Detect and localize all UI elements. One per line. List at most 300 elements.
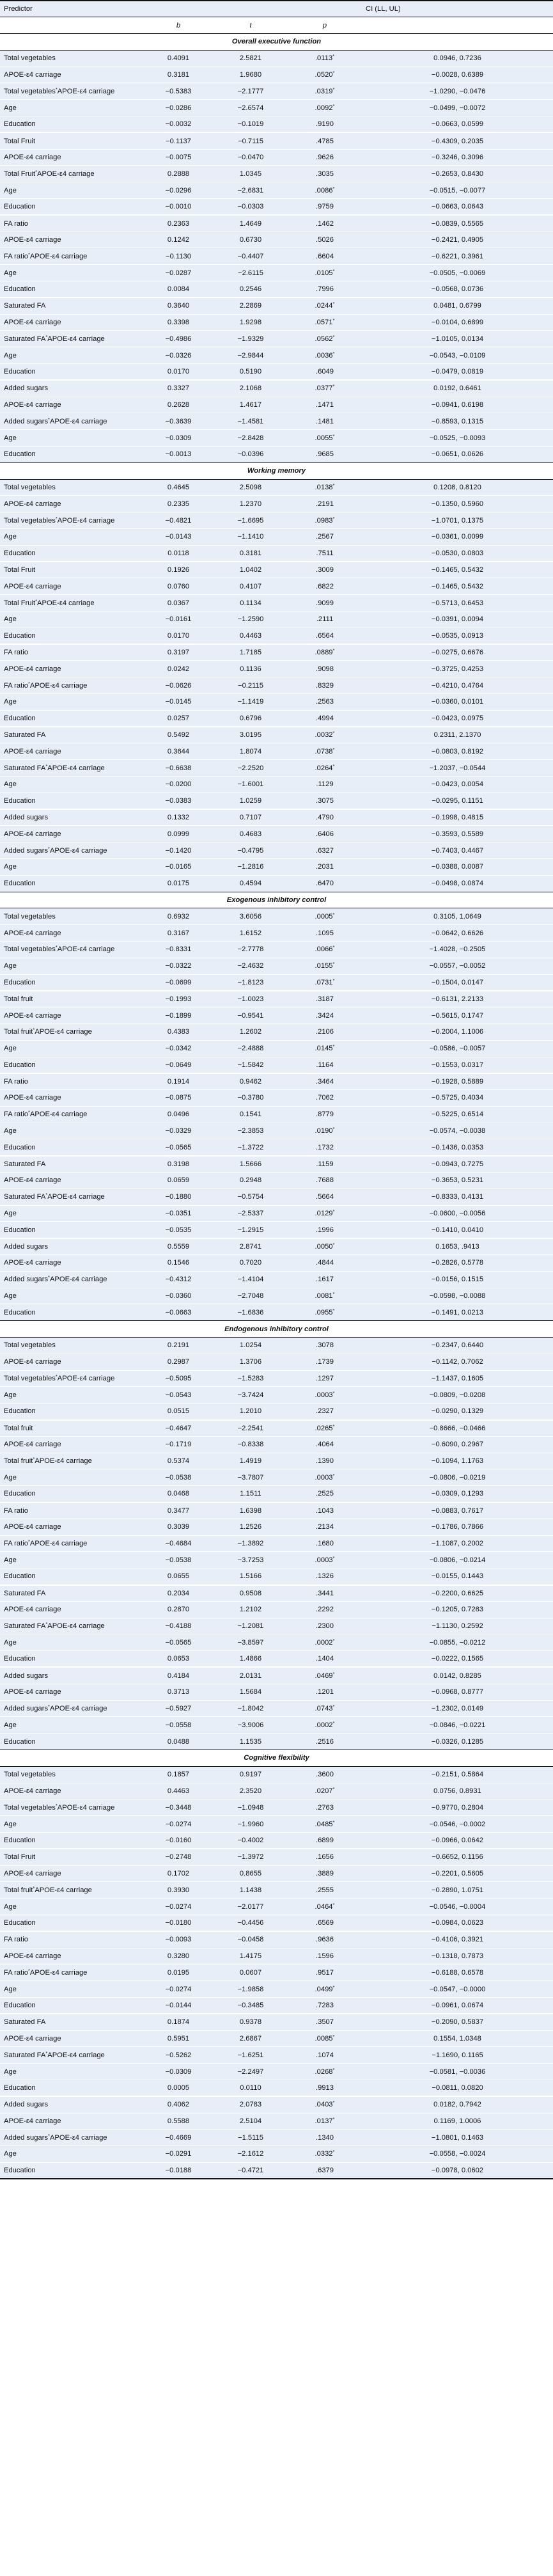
predictor-cell: APOE-ε4 carriage (0, 67, 143, 83)
table-row (0, 1700, 553, 1717)
table-row (0, 858, 553, 875)
p-cell: .4844 (288, 1255, 362, 1272)
table-row (0, 693, 553, 710)
table-row (0, 1766, 553, 1783)
predictor-cell: Saturated FA*APOE-ε4 carriage (0, 760, 143, 777)
ci-cell: −0.1318, 0.7873 (362, 1948, 553, 1964)
t-cell: −2.6115 (214, 265, 288, 281)
predictor-cell: Age (0, 1387, 143, 1403)
ci-cell: 0.1208, 0.8120 (362, 479, 553, 496)
ci-cell: 0.0192, 0.6461 (362, 380, 553, 397)
t-cell: −2.4632 (214, 958, 288, 974)
b-cell: 0.0488 (143, 1734, 214, 1750)
t-cell: 1.0402 (214, 562, 288, 578)
ci-cell: −0.0547, −0.0000 (362, 1981, 553, 1998)
b-cell: −0.0309 (143, 2064, 214, 2080)
t-cell: 0.6730 (214, 232, 288, 248)
section-title: Overall executive function (0, 34, 553, 51)
predictor-cell: Saturated FA*APOE-ε4 carriage (0, 1618, 143, 1634)
ci-cell: −0.0295, 0.1151 (362, 793, 553, 809)
b-cell: 0.4062 (143, 2096, 214, 2113)
t-cell: −1.6695 (214, 512, 288, 529)
predictor-cell: Added sugars*APOE-ε4 carriage (0, 1271, 143, 1288)
predictor-cell: APOE-ε4 carriage (0, 1948, 143, 1964)
ci-cell: −0.1350, 0.5960 (362, 496, 553, 512)
col-header-ci: CI (LL, UL) (362, 1, 553, 17)
section-title: Cognitive flexibility (0, 1750, 553, 1766)
p-cell: .1201 (288, 1684, 362, 1700)
col-header-b (143, 1, 214, 17)
ci-cell: −0.2890, 1.0751 (362, 1882, 553, 1899)
b-cell: 0.4184 (143, 1667, 214, 1684)
predictor-cell: Added sugars (0, 1238, 143, 1255)
ci-cell: −0.0525, −0.0093 (362, 430, 553, 446)
table-row (0, 1799, 553, 1816)
p-cell: .9190 (288, 116, 362, 133)
ci-cell: −0.0966, 0.0642 (362, 1832, 553, 1849)
predictor-cell: Education (0, 1651, 143, 1668)
b-cell: −0.0143 (143, 529, 214, 546)
t-cell: −2.0177 (214, 1899, 288, 1915)
section-header-row (0, 34, 553, 51)
p-cell: .0003* (288, 1387, 362, 1403)
b-cell: 0.3398 (143, 314, 214, 331)
t-cell: −1.3722 (214, 1139, 288, 1156)
t-cell: 0.9508 (214, 1585, 288, 1602)
ci-cell: −0.2826, 0.5778 (362, 1255, 553, 1272)
predictor-cell: APOE-ε4 carriage (0, 1601, 143, 1618)
predictor-cell: FA ratio*APOE-ε4 carriage (0, 248, 143, 265)
b-cell: −0.0538 (143, 1469, 214, 1486)
t-cell: 2.0783 (214, 2096, 288, 2113)
p-cell: .0743* (288, 1700, 362, 1717)
table-row (0, 1238, 553, 1255)
t-cell: 2.2869 (214, 297, 288, 314)
table-row (0, 1453, 553, 1469)
t-cell: 1.2370 (214, 496, 288, 512)
b-cell: 0.0999 (143, 826, 214, 842)
b-cell: 0.3198 (143, 1156, 214, 1173)
predictor-cell: Added sugars (0, 1667, 143, 1684)
table-row (0, 1717, 553, 1734)
p-cell: .1481 (288, 413, 362, 430)
table-row (0, 1519, 553, 1535)
subheader-b: b (143, 17, 214, 34)
ci-cell: −0.2347, 0.6440 (362, 1338, 553, 1354)
table-row (0, 1816, 553, 1833)
ci-cell: −0.0557, −0.0052 (362, 958, 553, 974)
b-cell: −0.3448 (143, 1799, 214, 1816)
table-row (0, 1651, 553, 1668)
ci-cell: −0.0275, 0.6676 (362, 644, 553, 661)
p-cell: .5664 (288, 1189, 362, 1205)
t-cell: 0.0607 (214, 1964, 288, 1981)
col-header-p (288, 1, 362, 17)
predictor-cell: Education (0, 199, 143, 216)
ci-cell: −0.0806, −0.0219 (362, 1469, 553, 1486)
t-cell: 2.5104 (214, 2113, 288, 2130)
table-row (0, 1139, 553, 1156)
p-cell: .1159 (288, 1156, 362, 1173)
ci-cell: 0.0946, 0.7236 (362, 50, 553, 67)
p-cell: .3009 (288, 562, 362, 578)
p-cell: .0190* (288, 1123, 362, 1139)
p-cell: .3464 (288, 1073, 362, 1090)
p-cell: .3507 (288, 2014, 362, 2030)
ci-cell: −0.6090, 0.2967 (362, 1436, 553, 1453)
ci-cell: −0.1504, 0.0147 (362, 974, 553, 991)
b-cell: 0.2870 (143, 1601, 214, 1618)
p-cell: .2516 (288, 1734, 362, 1750)
table-row (0, 1964, 553, 1981)
table-row (0, 50, 553, 67)
table-row (0, 1255, 553, 1272)
p-cell: .1617 (288, 1271, 362, 1288)
t-cell: 0.1541 (214, 1106, 288, 1123)
p-cell: .3078 (288, 1338, 362, 1354)
table-row (0, 776, 553, 793)
t-cell: −2.1612 (214, 2146, 288, 2163)
ci-cell: −0.2201, 0.5605 (362, 1865, 553, 1882)
b-cell: −0.0296 (143, 182, 214, 199)
ci-cell: −0.2151, 0.5864 (362, 1766, 553, 1783)
b-cell: 0.1702 (143, 1865, 214, 1882)
t-cell: −0.4721 (214, 2162, 288, 2179)
ci-cell: −0.3653, 0.5231 (362, 1173, 553, 1189)
table-row (0, 809, 553, 826)
t-cell: 1.6398 (214, 1503, 288, 1519)
ci-cell: −0.8666, −0.0466 (362, 1420, 553, 1437)
b-cell: −0.0165 (143, 858, 214, 875)
b-cell: −0.0383 (143, 793, 214, 809)
predictor-cell: Age (0, 182, 143, 199)
table-row (0, 2030, 553, 2047)
ci-cell: −0.0515, −0.0077 (362, 182, 553, 199)
p-cell: .0066* (288, 941, 362, 958)
ci-cell: −1.0105, 0.0134 (362, 331, 553, 347)
b-cell: 0.0175 (143, 875, 214, 892)
p-cell: .0738* (288, 743, 362, 760)
table-row (0, 908, 553, 925)
section-title: Working memory (0, 462, 553, 479)
t-cell: −0.0458 (214, 1931, 288, 1948)
t-cell: −1.2081 (214, 1618, 288, 1634)
t-cell: −1.6001 (214, 776, 288, 793)
p-cell: .0092* (288, 100, 362, 116)
p-cell: .1043 (288, 1503, 362, 1519)
predictor-cell: APOE-ε4 carriage (0, 1354, 143, 1370)
predictor-cell: Education (0, 2080, 143, 2096)
t-cell: −0.4795 (214, 842, 288, 859)
ci-cell: −0.0883, 0.7617 (362, 1503, 553, 1519)
table-row (0, 1338, 553, 1354)
p-cell: .0137* (288, 2113, 362, 2130)
col-header-t (214, 1, 288, 17)
p-cell: .0155* (288, 958, 362, 974)
p-cell: .9098 (288, 661, 362, 677)
predictor-cell: Total vegetables*APOE-ε4 carriage (0, 512, 143, 529)
p-cell: .1471 (288, 397, 362, 413)
ci-cell: −0.0941, 0.6198 (362, 397, 553, 413)
ci-cell: −0.1553, 0.0317 (362, 1057, 553, 1073)
t-cell: 1.4866 (214, 1651, 288, 1668)
b-cell: 0.1857 (143, 1766, 214, 1783)
table-row (0, 1354, 553, 1370)
b-cell: 0.5374 (143, 1453, 214, 1469)
b-cell: 0.3039 (143, 1519, 214, 1535)
t-cell: 0.2546 (214, 281, 288, 298)
table-row (0, 1601, 553, 1618)
b-cell: −0.0326 (143, 347, 214, 364)
ci-cell: −0.0499, −0.0072 (362, 100, 553, 116)
table-row (0, 1469, 553, 1486)
predictor-cell: Education (0, 1139, 143, 1156)
t-cell: 2.5821 (214, 50, 288, 67)
b-cell: −0.0875 (143, 1090, 214, 1107)
predictor-cell: Total vegetables*APOE-ε4 carriage (0, 941, 143, 958)
predictor-cell: Age (0, 100, 143, 116)
table-row (0, 1387, 553, 1403)
t-cell: −2.2520 (214, 760, 288, 777)
t-cell: −2.9844 (214, 347, 288, 364)
t-cell: 0.1136 (214, 661, 288, 677)
table-row (0, 83, 553, 100)
t-cell: −2.7778 (214, 941, 288, 958)
predictor-cell: APOE-ε4 carriage (0, 925, 143, 942)
p-cell: .0403* (288, 2096, 362, 2113)
ci-cell: −0.4106, 0.3921 (362, 1931, 553, 1948)
subheader-ci (362, 17, 553, 34)
b-cell: −0.0274 (143, 1816, 214, 1833)
predictor-cell: FA ratio*APOE-ε4 carriage (0, 1535, 143, 1552)
b-cell: −0.0200 (143, 776, 214, 793)
table-row (0, 545, 553, 562)
ci-cell: −0.5725, 0.4034 (362, 1090, 553, 1107)
p-cell: .6564 (288, 628, 362, 644)
p-cell: .0105* (288, 265, 362, 281)
p-cell: .0002* (288, 1634, 362, 1651)
b-cell: 0.4091 (143, 50, 214, 67)
t-cell: −1.2590 (214, 611, 288, 628)
p-cell: .9636 (288, 1931, 362, 1948)
p-cell: .0081* (288, 1288, 362, 1304)
b-cell: 0.2335 (143, 496, 214, 512)
predictor-cell: Total vegetables (0, 1766, 143, 1783)
p-cell: .0005* (288, 908, 362, 925)
b-cell: 0.2191 (143, 1338, 214, 1354)
b-cell: 0.5951 (143, 2030, 214, 2047)
b-cell: −0.4669 (143, 2130, 214, 2146)
table-row (0, 1073, 553, 1090)
b-cell: −0.0291 (143, 2146, 214, 2163)
p-cell: .3187 (288, 991, 362, 1007)
predictor-cell: Total vegetables*APOE-ε4 carriage (0, 1370, 143, 1387)
predictor-cell: FA ratio (0, 1931, 143, 1948)
p-cell: .1129 (288, 776, 362, 793)
t-cell: 1.5166 (214, 1569, 288, 1585)
t-cell: 0.5190 (214, 364, 288, 381)
predictor-cell: APOE-ε4 carriage (0, 1684, 143, 1700)
t-cell: −1.5283 (214, 1370, 288, 1387)
ci-cell: −0.1142, 0.7062 (362, 1354, 553, 1370)
p-cell: .3889 (288, 1865, 362, 1882)
ci-cell: 0.1554, 1.0348 (362, 2030, 553, 2047)
p-cell: .7062 (288, 1090, 362, 1107)
table-row (0, 727, 553, 743)
t-cell: −0.8338 (214, 1436, 288, 1453)
predictor-cell: APOE-ε4 carriage (0, 397, 143, 413)
predictor-cell: APOE-ε4 carriage (0, 1519, 143, 1535)
table-row (0, 1552, 553, 1569)
predictor-cell: FA ratio (0, 1073, 143, 1090)
b-cell: 0.1242 (143, 232, 214, 248)
b-cell: 0.0367 (143, 595, 214, 612)
ci-cell: −1.2302, 0.0149 (362, 1700, 553, 1717)
table-row (0, 265, 553, 281)
table-row (0, 1931, 553, 1948)
t-cell: 1.1511 (214, 1486, 288, 1503)
predictor-cell: Age (0, 1205, 143, 1222)
table-row (0, 149, 553, 166)
t-cell: 0.7107 (214, 809, 288, 826)
ci-cell: −0.0586, −0.0057 (362, 1040, 553, 1057)
b-cell: −0.0160 (143, 1832, 214, 1849)
t-cell: −0.3780 (214, 1090, 288, 1107)
p-cell: .0499* (288, 1981, 362, 1998)
ci-cell: −1.1690, 0.1165 (362, 2047, 553, 2064)
ci-cell: −1.2037, −0.0544 (362, 760, 553, 777)
predictor-cell: Education (0, 1304, 143, 1321)
p-cell: .0319* (288, 83, 362, 100)
predictor-cell: Total fruit (0, 1420, 143, 1437)
t-cell: 3.0195 (214, 727, 288, 743)
p-cell: .3600 (288, 1766, 362, 1783)
b-cell: 0.0084 (143, 281, 214, 298)
p-cell: .7283 (288, 1997, 362, 2014)
t-cell: −3.7253 (214, 1552, 288, 1569)
ci-cell: 0.1169, 1.0006 (362, 2113, 553, 2130)
p-cell: .8779 (288, 1106, 362, 1123)
predictor-cell: Age (0, 265, 143, 281)
b-cell: −0.5927 (143, 1700, 214, 1717)
ci-cell: −0.0806, −0.0214 (362, 1552, 553, 1569)
table-row (0, 1569, 553, 1585)
p-cell: .3424 (288, 1007, 362, 1024)
p-cell: .6049 (288, 364, 362, 381)
ci-cell: −0.0663, 0.0643 (362, 199, 553, 216)
t-cell: −3.7807 (214, 1469, 288, 1486)
table-row (0, 793, 553, 809)
ci-cell: −0.0651, 0.0626 (362, 446, 553, 463)
table-row (0, 430, 553, 446)
p-cell: .0889* (288, 644, 362, 661)
predictor-cell: FA ratio (0, 644, 143, 661)
table-row (0, 875, 553, 892)
table-row (0, 314, 553, 331)
ci-cell: −0.0530, 0.0803 (362, 545, 553, 562)
ci-cell: −0.0309, 0.1293 (362, 1486, 553, 1503)
t-cell: −2.6574 (214, 100, 288, 116)
t-cell: −1.0023 (214, 991, 288, 1007)
p-cell: .6822 (288, 578, 362, 595)
t-cell: −0.1019 (214, 116, 288, 133)
ci-cell: −0.0943, 0.7275 (362, 1156, 553, 1173)
b-cell: 0.5492 (143, 727, 214, 743)
t-cell: 0.9462 (214, 1073, 288, 1090)
table-row (0, 1156, 553, 1173)
table-row (0, 2096, 553, 2113)
b-cell: −0.0309 (143, 430, 214, 446)
t-cell: 0.4594 (214, 875, 288, 892)
p-cell: .1390 (288, 1453, 362, 1469)
p-cell: .2763 (288, 1799, 362, 1816)
t-cell: 1.4617 (214, 397, 288, 413)
section-header-row (0, 892, 553, 908)
ci-cell: −0.0391, 0.0094 (362, 611, 553, 628)
predictor-cell: Age (0, 529, 143, 546)
p-cell: .1996 (288, 1222, 362, 1238)
p-cell: .2134 (288, 1519, 362, 1535)
p-cell: .0955* (288, 1304, 362, 1321)
b-cell: 0.1546 (143, 1255, 214, 1272)
t-cell: 0.6796 (214, 710, 288, 727)
t-cell: −2.4888 (214, 1040, 288, 1057)
p-cell: .0055* (288, 430, 362, 446)
t-cell: −3.8597 (214, 1634, 288, 1651)
table-row (0, 1667, 553, 1684)
table-row (0, 2113, 553, 2130)
table-row (0, 925, 553, 942)
ci-cell: −0.0498, 0.0874 (362, 875, 553, 892)
t-cell: −2.5337 (214, 1205, 288, 1222)
b-cell: 0.3280 (143, 1948, 214, 1964)
ci-cell: −0.0809, −0.0208 (362, 1387, 553, 1403)
t-cell: 1.2602 (214, 1023, 288, 1040)
b-cell: 0.0195 (143, 1964, 214, 1981)
predictor-cell: APOE-ε4 carriage (0, 314, 143, 331)
predictor-cell: APOE-ε4 carriage (0, 1255, 143, 1272)
t-cell: −0.0470 (214, 149, 288, 166)
b-cell: −0.0663 (143, 1304, 214, 1321)
ci-cell: −0.1436, 0.0353 (362, 1139, 553, 1156)
predictor-cell: Education (0, 545, 143, 562)
b-cell: −0.0322 (143, 958, 214, 974)
predictor-cell: Saturated FA (0, 1585, 143, 1602)
b-cell: 0.3197 (143, 644, 214, 661)
predictor-cell: Education (0, 628, 143, 644)
b-cell: 0.6932 (143, 908, 214, 925)
p-cell: .1462 (288, 215, 362, 232)
t-cell: 1.3706 (214, 1354, 288, 1370)
table-row (0, 1420, 553, 1437)
ci-cell: −0.0839, 0.5565 (362, 215, 553, 232)
table-row (0, 2047, 553, 2064)
ci-cell: −0.0961, 0.0674 (362, 1997, 553, 2014)
ci-cell: −0.2200, 0.6625 (362, 1585, 553, 1602)
t-cell: 0.4107 (214, 578, 288, 595)
p-cell: .2525 (288, 1486, 362, 1503)
predictor-cell: Total vegetables*APOE-ε4 carriage (0, 1799, 143, 1816)
predictor-cell: FA ratio*APOE-ε4 carriage (0, 1964, 143, 1981)
table-row (0, 215, 553, 232)
predictor-cell: Saturated FA (0, 297, 143, 314)
b-cell: −0.1880 (143, 1189, 214, 1205)
t-cell: −1.1419 (214, 693, 288, 710)
table-row (0, 166, 553, 182)
table-row (0, 512, 553, 529)
predictor-cell: FA ratio*APOE-ε4 carriage (0, 1106, 143, 1123)
table-row (0, 199, 553, 216)
